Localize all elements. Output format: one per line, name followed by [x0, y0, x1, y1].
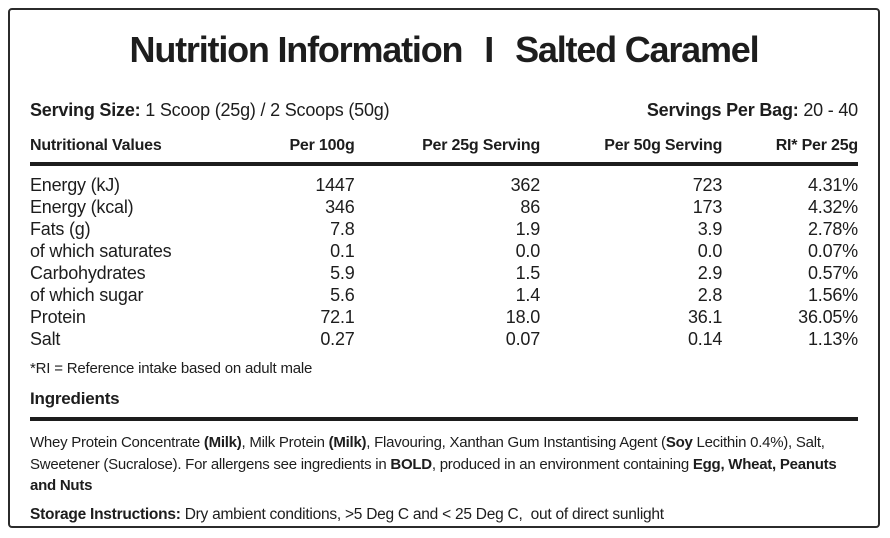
value-ri: 4.31% — [807, 175, 858, 195]
storage-instructions-value: Dry ambient conditions, >5 Deg C and < 25 Deg C, out of direct sunlight — [180, 505, 664, 523]
value-per-100g: 0.1 — [330, 241, 355, 261]
title-divider: I — [484, 29, 494, 70]
value-per-50g: 0.14 — [687, 329, 723, 349]
table-row-sugar — [30, 284, 858, 306]
value-per-25g: 1.5 — [515, 263, 541, 283]
row-label: Salt — [30, 329, 61, 349]
row-label: Energy (kJ) — [30, 175, 120, 195]
row-label: Protein — [30, 307, 86, 327]
serving-info-row — [30, 100, 858, 121]
table-header-row — [30, 133, 858, 164]
col-header-ri-per-25g: RI* Per 25g — [722, 133, 858, 164]
value-per-25g: 1.4 — [515, 285, 541, 305]
ingredients-heading: Ingredients — [30, 389, 858, 421]
value-per-25g: 0.0 — [515, 241, 541, 261]
value-ri: 1.56% — [807, 285, 858, 305]
value-per-25g: 18.0 — [505, 307, 541, 327]
page-title — [30, 30, 858, 70]
table-row-energy-kcal — [30, 196, 858, 218]
value-ri: 0.57% — [807, 263, 858, 283]
col-header-nutritional-values: Nutritional Values — [30, 133, 254, 164]
value-per-25g: 1.9 — [515, 219, 541, 239]
table-row-energy-kj — [30, 164, 858, 196]
table-row-fats — [30, 218, 858, 240]
table-row-saturates — [30, 240, 858, 262]
ingredient-segment: Whey Protein Concentrate — [30, 434, 204, 451]
value-per-50g: 0.0 — [697, 241, 723, 261]
serving-size — [30, 100, 389, 121]
col-header-per-50g-serving: Per 50g Serving — [540, 133, 722, 164]
row-label: Fats (g) — [30, 219, 91, 239]
nutrition-label — [8, 8, 880, 528]
title-flavour: Salted Caramel — [515, 29, 759, 70]
ingredient-segment: , Milk Protein — [241, 434, 329, 451]
value-per-25g: 0.07 — [505, 329, 541, 349]
storage-instructions-label: Storage Instructions: — [30, 505, 181, 523]
value-ri: 36.05% — [798, 307, 858, 327]
value-per-50g: 3.9 — [697, 219, 723, 239]
value-per-100g: 346 — [325, 197, 355, 217]
value-per-50g: 723 — [692, 175, 723, 195]
row-label: of which saturates — [30, 241, 172, 261]
value-per-100g: 5.6 — [330, 285, 355, 305]
value-per-100g: 72.1 — [320, 307, 355, 327]
servings-per-bag — [647, 100, 858, 121]
value-per-100g: 7.8 — [330, 219, 355, 239]
value-per-100g: 1447 — [315, 175, 355, 195]
value-ri: 4.32% — [807, 197, 858, 217]
value-ri: 0.07% — [807, 241, 858, 261]
storage-instructions — [30, 506, 858, 524]
table-row-carbohydrates — [30, 262, 858, 284]
value-ri: 1.13% — [807, 329, 858, 349]
ingredient-segment: , Flavouring, Xanthan Gum Instantising Agent ( — [366, 434, 666, 451]
allergen-milk: (Milk) — [203, 434, 242, 451]
value-per-100g: 5.9 — [330, 263, 355, 283]
value-per-100g: 0.27 — [320, 329, 355, 349]
value-per-50g: 2.8 — [697, 285, 723, 305]
ingredient-segment: , produced in an environment containing — [431, 455, 693, 473]
value-per-50g: 36.1 — [687, 307, 723, 327]
row-label: Carbohydrates — [30, 263, 146, 283]
row-label: Energy (kcal) — [30, 197, 134, 217]
allergen-list: and Nuts — [30, 477, 93, 494]
ingredients-line — [30, 454, 858, 476]
col-header-per-100g: Per 100g — [254, 133, 355, 164]
value-ri: 2.78% — [807, 219, 858, 239]
col-header-per-25g-serving: Per 25g Serving — [355, 133, 540, 164]
value-per-50g: 173 — [692, 197, 723, 217]
servings-per-bag-label: Servings Per Bag: — [646, 100, 799, 120]
nutrition-table — [30, 133, 858, 350]
serving-size-label: Serving Size: — [30, 100, 141, 120]
table-row-salt — [30, 328, 858, 350]
ingredients-text — [30, 432, 858, 497]
table-row-protein — [30, 306, 858, 328]
allergen-list: Egg, Wheat, Peanuts — [692, 455, 837, 473]
title-product-section: Nutrition Information — [129, 29, 463, 70]
allergen-milk: (Milk) — [328, 434, 367, 451]
serving-size-value: 1 Scoop (25g) / 2 Scoops (50g) — [140, 100, 390, 120]
allergen-soy: Soy — [665, 434, 693, 451]
value-per-25g: 362 — [510, 175, 541, 195]
ri-reference-note: *RI = Reference intake based on adult male — [30, 360, 313, 377]
value-per-50g: 2.9 — [697, 263, 723, 283]
ingredient-segment: Sweetener (Sucralose). For allergens see ingredients in — [30, 455, 391, 473]
bold-emphasis: BOLD — [390, 455, 432, 473]
servings-per-bag-value: 20 - 40 — [798, 100, 858, 120]
value-per-25g: 86 — [520, 197, 541, 217]
ingredients-line — [30, 475, 858, 497]
ingredients-line — [30, 432, 858, 454]
row-label: of which sugar — [30, 285, 144, 305]
ingredient-segment: Lecithin 0.4%), Salt, — [692, 434, 825, 451]
